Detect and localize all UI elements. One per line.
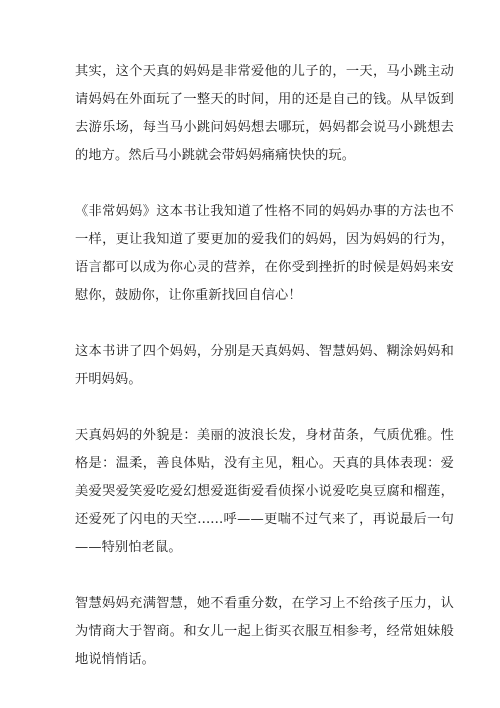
paragraph-5: 智慧妈妈充满智慧，她不看重分数，在学习上不给孩子压力，认为情商大于智商。和女儿一起上街买衣服互相参考，经常姐妹般地说悄悄话。	[75, 596, 454, 667]
paragraph-4: 天真妈妈的外貌是：美丽的波浪长发，身材苗条，气质优雅。性格是：温柔，善良体贴，没有主见，粗心。天真的具体表现：爱美爱哭爱笑爱吃爱幻想爱逛街爱看侦探小说爱吃臭豆腐和榴莲，还爱死了闪电的天空......呼——更喘不过气来了，再说最后一句——特别怕老鼠。	[75, 428, 454, 555]
paragraph-1: 其实，这个天真的妈妈是非常爱他的儿子的，一天，马小跳主动请妈妈在外面玩了一整天的时间，用的还是自己的钱。从早饭到去游乐场，每当马小跳问妈妈想去哪玩，妈妈都会说马小跳想去的地方。然后马小跳就会带妈妈痛痛快快的玩。	[75, 64, 454, 163]
paragraph-2: 《非常妈妈》这本书让我知道了性格不同的妈妈办事的方法也不一样，更让我知道了要更加的爱我们的妈妈，因为妈妈的行为，语言都可以成为你心灵的营养，在你受到挫折的时候是妈妈来安慰你，鼓励你，让你重新找回自信心！	[75, 204, 454, 303]
paragraph-3: 这本书讲了四个妈妈，分别是天真妈妈、智慧妈妈、糊涂妈妈和开明妈妈。	[75, 344, 454, 387]
